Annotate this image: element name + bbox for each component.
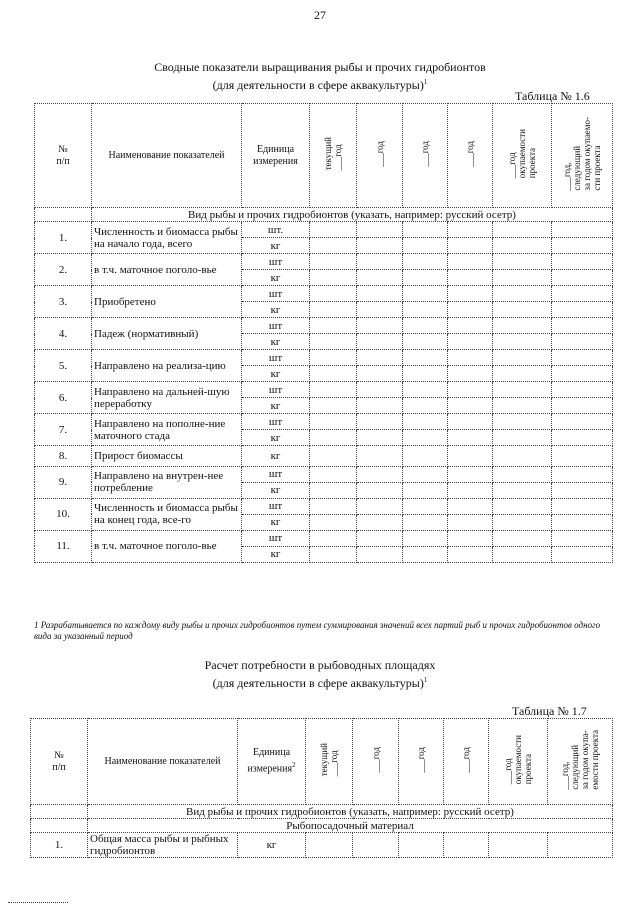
value-cell [489, 833, 548, 858]
value-cell [552, 302, 613, 318]
value-cell [552, 254, 613, 270]
value-cell [552, 286, 613, 302]
value-cell [493, 318, 552, 334]
row-unit: шт [242, 286, 310, 302]
value-cell [448, 254, 493, 270]
row-number: 8. [35, 446, 92, 467]
row-number: 11. [35, 530, 92, 562]
value-cell [552, 530, 613, 546]
value-cell [403, 350, 448, 366]
header-name: Наименование показателей [88, 719, 238, 805]
value-cell [493, 382, 552, 398]
value-cell [310, 414, 357, 430]
value-cell [493, 334, 552, 350]
subsection-spacer [31, 819, 88, 833]
value-cell [403, 382, 448, 398]
subsection-title: Рыбопосадочный материал [88, 819, 613, 833]
value-cell [357, 398, 403, 414]
row-number: 2. [35, 254, 92, 286]
value-cell [357, 466, 403, 482]
row-name: Приобретено [92, 286, 242, 318]
value-cell [552, 238, 613, 254]
header-year-col [489, 719, 548, 805]
row-unit: кг [242, 270, 310, 286]
header-unit [238, 719, 306, 805]
table1 [34, 103, 613, 563]
row-name: в т.ч. маточное поголо-вье [92, 254, 242, 286]
row-unit: шт [242, 254, 310, 270]
value-cell [357, 254, 403, 270]
value-cell [357, 514, 403, 530]
header-year-col [357, 104, 403, 208]
header-year-col [448, 104, 493, 208]
row-unit: шт [242, 350, 310, 366]
value-cell [403, 302, 448, 318]
row-unit: кг [238, 833, 306, 858]
header-unit-sup: 2 [292, 761, 296, 770]
value-cell [357, 546, 403, 562]
value-cell [357, 302, 403, 318]
table2-title-line2 [0, 673, 640, 691]
value-cell [448, 482, 493, 498]
row-unit: кг [242, 430, 310, 446]
header-row [35, 104, 613, 208]
value-cell [552, 350, 613, 366]
value-cell [493, 466, 552, 482]
table2-title-sup: 1 [423, 676, 428, 684]
value-cell [310, 482, 357, 498]
value-cell [552, 430, 613, 446]
row-unit: шт [242, 382, 310, 398]
value-cell [448, 334, 493, 350]
header-unit-text: Единица измерения [253, 143, 298, 167]
table-row [35, 286, 613, 302]
value-cell [357, 238, 403, 254]
value-cell [552, 382, 613, 398]
table1-title-line1: Сводные показатели выращивания рыбы и прочих гидробионтов [154, 60, 486, 74]
table-row [35, 530, 613, 546]
value-cell [493, 482, 552, 498]
value-cell [357, 482, 403, 498]
row-unit: кг [242, 482, 310, 498]
value-cell [357, 446, 403, 467]
header-year-col [353, 719, 399, 805]
value-cell [403, 334, 448, 350]
value-cell [310, 466, 357, 482]
row-unit: кг [242, 366, 310, 382]
header-num: № п/п [31, 719, 88, 805]
row-name: Прирост биомассы [92, 446, 242, 467]
value-cell [552, 414, 613, 430]
row-unit: шт [242, 466, 310, 482]
value-cell [493, 366, 552, 382]
value-cell [357, 222, 403, 238]
value-cell [448, 286, 493, 302]
header-year-text: ___год [374, 140, 385, 167]
value-cell [448, 414, 493, 430]
section-row [31, 805, 613, 819]
value-cell [493, 350, 552, 366]
row-number: 7. [35, 414, 92, 446]
value-cell [310, 286, 357, 302]
value-cell [403, 446, 448, 467]
value-cell [403, 530, 448, 546]
value-cell [403, 430, 448, 446]
value-cell [403, 414, 448, 430]
header-year-text: ___год [461, 746, 471, 773]
value-cell [357, 414, 403, 430]
row-number: 10. [35, 498, 92, 530]
value-cell [310, 546, 357, 562]
row-number: 4. [35, 318, 92, 350]
value-cell [403, 222, 448, 238]
value-cell [403, 514, 448, 530]
value-cell [403, 546, 448, 562]
value-cell [403, 318, 448, 334]
value-cell [310, 498, 357, 514]
section-title: Вид рыбы и прочих гидробионтов (указать, например: русский осетр) [88, 805, 613, 819]
value-cell [448, 430, 493, 446]
row-unit: кг [242, 546, 310, 562]
header-year-col [310, 104, 357, 208]
table-row [35, 466, 613, 482]
value-cell [493, 222, 552, 238]
section-title: Вид рыбы и прочих гидробионтов (указать, например: русский осетр) [92, 208, 613, 222]
subsection-row [31, 819, 613, 833]
value-cell [310, 366, 357, 382]
row-unit: кг [242, 334, 310, 350]
row-unit: шт [242, 318, 310, 334]
table-row [35, 498, 613, 514]
row-number: 3. [35, 286, 92, 318]
row-name: Падеж (нормативный) [92, 318, 242, 350]
value-cell [306, 833, 353, 858]
header-unit-text: Единица измерения [247, 747, 293, 775]
value-cell [403, 466, 448, 482]
value-cell [357, 382, 403, 398]
value-cell [357, 430, 403, 446]
header-year-col [444, 719, 489, 805]
value-cell [310, 514, 357, 530]
value-cell [310, 382, 357, 398]
value-cell [403, 366, 448, 382]
value-cell [493, 546, 552, 562]
value-cell [552, 318, 613, 334]
value-cell [310, 446, 357, 467]
value-cell [353, 833, 399, 858]
value-cell [310, 270, 357, 286]
table-row [35, 350, 613, 366]
value-cell [448, 446, 493, 467]
value-cell [310, 530, 357, 546]
row-name: в т.ч. маточное поголо-вье [92, 530, 242, 562]
header-unit [242, 104, 310, 208]
value-cell [552, 222, 613, 238]
row-number: 6. [35, 382, 92, 414]
value-cell [448, 270, 493, 286]
value-cell [403, 398, 448, 414]
table1-title-sup: 1 [423, 78, 428, 86]
header-name: Наименование показателей [92, 104, 242, 208]
row-unit: кг [242, 302, 310, 318]
value-cell [493, 238, 552, 254]
header-year-text: ___год, следующий за годом окупаемо- сти проекта [562, 116, 602, 191]
value-cell [493, 414, 552, 430]
value-cell [448, 302, 493, 318]
value-cell [448, 398, 493, 414]
value-cell [310, 254, 357, 270]
section-row [35, 208, 613, 222]
page-number: 27 [314, 8, 326, 22]
table2-title-line1: Расчет потребности в рыбоводных площадях [204, 658, 436, 672]
value-cell [552, 466, 613, 482]
table2-title [0, 658, 640, 691]
row-name: Направлено на дальней-шую переработку [92, 382, 242, 414]
value-cell [448, 350, 493, 366]
header-year-text: ___год [370, 746, 381, 773]
value-cell [448, 514, 493, 530]
value-cell [357, 366, 403, 382]
header-year-text: ___год [420, 140, 430, 167]
row-name: Численность и биомасса рыбы на начало года, всего [92, 222, 242, 254]
table-row [35, 446, 613, 467]
value-cell [357, 318, 403, 334]
value-cell [448, 222, 493, 238]
value-cell [357, 286, 403, 302]
value-cell [310, 334, 357, 350]
value-cell [552, 482, 613, 498]
row-number: 9. [35, 466, 92, 498]
value-cell [357, 334, 403, 350]
row-unit: шт [242, 498, 310, 514]
header-year-text: ___год, следующий за годом окупа- емости проекта [560, 729, 600, 790]
table-row [35, 254, 613, 270]
table-row [35, 414, 613, 430]
header-year-col [399, 719, 444, 805]
value-cell [448, 466, 493, 482]
value-cell [448, 498, 493, 514]
row-name: Общая масса рыбы и рыбных гидробионтов [88, 833, 238, 858]
value-cell [310, 430, 357, 446]
table-row [35, 382, 613, 398]
table-row [31, 833, 613, 858]
section-spacer [31, 805, 88, 819]
row-unit: кг [242, 514, 310, 530]
value-cell [448, 318, 493, 334]
value-cell [493, 398, 552, 414]
value-cell [548, 833, 613, 858]
value-cell [357, 498, 403, 514]
value-cell [493, 270, 552, 286]
table-row [35, 318, 613, 334]
value-cell [493, 446, 552, 467]
value-cell [403, 498, 448, 514]
value-cell [552, 546, 613, 562]
value-cell [310, 318, 357, 334]
row-name: Направлено на внутрен-нее потребление [92, 466, 242, 498]
header-year-col [493, 104, 552, 208]
header-year-text: ___год окупаемости проекта [503, 734, 533, 785]
value-cell [310, 238, 357, 254]
value-cell [552, 514, 613, 530]
row-unit: шт [242, 530, 310, 546]
value-cell [357, 270, 403, 286]
value-cell [552, 446, 613, 467]
table1-title-line2-text: (для деятельности в сфере аквакультуры) [212, 78, 424, 92]
row-number: 1. [31, 833, 88, 858]
header-year-text: текущий ___год [319, 742, 339, 777]
row-unit: шт. [242, 222, 310, 238]
value-cell [310, 398, 357, 414]
value-cell [493, 514, 552, 530]
header-year-text: текущий ___год [323, 136, 343, 171]
table2-label: Таблица № 1.7 [512, 704, 587, 718]
value-cell [403, 238, 448, 254]
value-cell [448, 530, 493, 546]
header-row [31, 719, 613, 805]
row-name: Направлено на пополне-ние маточного стада [92, 414, 242, 446]
value-cell [310, 302, 357, 318]
value-cell [357, 530, 403, 546]
value-cell [448, 546, 493, 562]
value-cell [493, 430, 552, 446]
value-cell [493, 530, 552, 546]
table-row [35, 222, 613, 238]
header-year-col [403, 104, 448, 208]
value-cell [552, 270, 613, 286]
table2 [30, 718, 613, 858]
value-cell [552, 334, 613, 350]
header-year-col [306, 719, 353, 805]
row-number: 5. [35, 350, 92, 382]
value-cell [493, 254, 552, 270]
row-unit: кг [242, 238, 310, 254]
row-number: 1. [35, 222, 92, 254]
value-cell [399, 833, 444, 858]
value-cell [403, 482, 448, 498]
value-cell [403, 270, 448, 286]
header-year-col [548, 719, 613, 805]
header-year-text: ___год [416, 746, 426, 773]
value-cell [552, 398, 613, 414]
value-cell [493, 286, 552, 302]
row-name: Численность и биомасса рыбы на конец года, все-го [92, 498, 242, 530]
value-cell [493, 302, 552, 318]
value-cell [493, 498, 552, 514]
value-cell [444, 833, 489, 858]
value-cell [310, 350, 357, 366]
header-num: № п/п [35, 104, 92, 208]
value-cell [310, 222, 357, 238]
bottom-rule [8, 902, 68, 903]
row-name: Направлено на реализа-цию [92, 350, 242, 382]
section-spacer [35, 208, 92, 222]
row-unit: кг [242, 398, 310, 414]
value-cell [448, 382, 493, 398]
row-unit: шт [242, 414, 310, 430]
row-unit: кг [242, 446, 310, 467]
value-cell [448, 238, 493, 254]
table1-label: Таблица № 1.6 [515, 89, 590, 103]
value-cell [403, 286, 448, 302]
value-cell [403, 254, 448, 270]
value-cell [448, 366, 493, 382]
table1-footnote: 1 Разрабатывается по каждому виду рыбы и прочих гидробионтов путем суммирования значений всех партий рыб и прочих гидробионтов одного вида за указанный период [34, 620, 601, 641]
header-year-col [552, 104, 613, 208]
value-cell [552, 366, 613, 382]
value-cell [552, 498, 613, 514]
value-cell [357, 350, 403, 366]
table2-title-line2-text: (для деятельности в сфере аквакультуры) [212, 676, 424, 690]
header-year-text: ___год [465, 140, 475, 167]
header-year-text: ___год окупаемости проекта [507, 128, 537, 179]
